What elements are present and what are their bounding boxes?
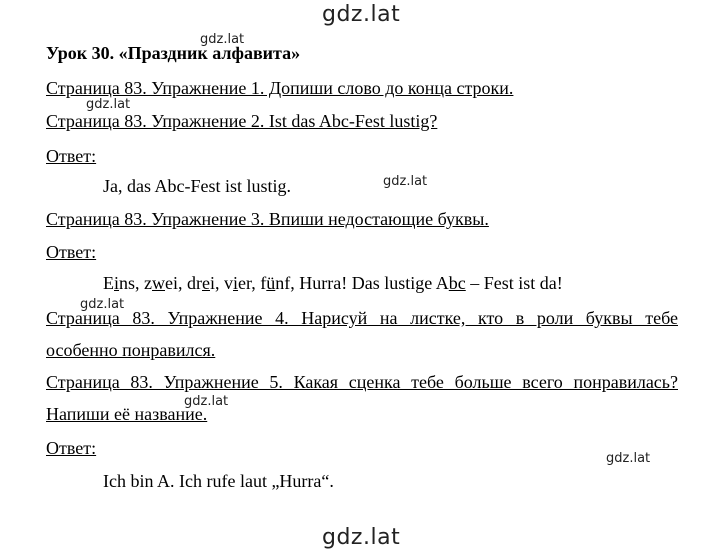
lesson-title: Урок 30. «Праздник алфавита» (46, 43, 301, 63)
watermark-small: gdz.lat (184, 394, 229, 409)
watermark-small: gdz.lat (86, 97, 131, 112)
exercise-1-heading: Страница 83. Упражнение 1. Допиши слово до конца строки. (46, 78, 514, 98)
answer-label: Ответ: (46, 146, 97, 166)
exercise-3-answer (103, 272, 563, 294)
exercise-5-heading: Страница 83. Упражнение 5. Какая сценка тебе больше всего понравилась? (46, 372, 678, 392)
answer-label: Ответ: (46, 242, 97, 262)
filled-letter: w (152, 273, 166, 293)
filled-letter: bc (448, 273, 466, 293)
exercise-3-heading: Страница 83. Упражнение 3. Впиши недостающие буквы. (46, 209, 489, 229)
exercise-4-heading: Страница 83. Упражнение 4. Нарисуй на листке, кто в роли буквы тебе (46, 308, 678, 328)
answer-fragment: nf, Hurra! Das lustige A (275, 273, 449, 293)
answer-fragment: – Fest ist da! (465, 273, 563, 293)
filled-letter: e (202, 273, 210, 293)
exercise-4-heading-cont: особенно понравился. (46, 340, 216, 360)
answer-fragment: E (103, 273, 114, 293)
answer-fragment: i, v (210, 273, 234, 293)
filled-letter: ü (266, 273, 276, 293)
watermark-small: gdz.lat (200, 32, 245, 47)
watermark-top: gdz.lat (322, 2, 401, 27)
exercise-2-answer: Ja, das Abc-Fest ist lustig. (103, 176, 291, 196)
watermark-small: gdz.lat (80, 297, 125, 312)
exercise-2-heading: Страница 83. Упражнение 2. Ist das Abc-Fest lustig? (46, 111, 438, 131)
answer-fragment: ns, z (119, 273, 153, 293)
answer-label: Ответ: (46, 438, 97, 458)
watermark-small: gdz.lat (606, 451, 651, 466)
exercise-5-answer: Ich bin A. Ich rufe laut „Hurra“. (103, 471, 334, 491)
answer-fragment: er, f (238, 273, 267, 293)
exercise-5-heading-cont: Напиши её название. (46, 404, 208, 424)
filled-letter: i (233, 273, 239, 293)
answer-fragment: ei, dr (165, 273, 202, 293)
watermark-bottom: gdz.lat (322, 525, 401, 550)
watermark-small: gdz.lat (383, 174, 428, 189)
filled-letter: i (114, 273, 120, 293)
